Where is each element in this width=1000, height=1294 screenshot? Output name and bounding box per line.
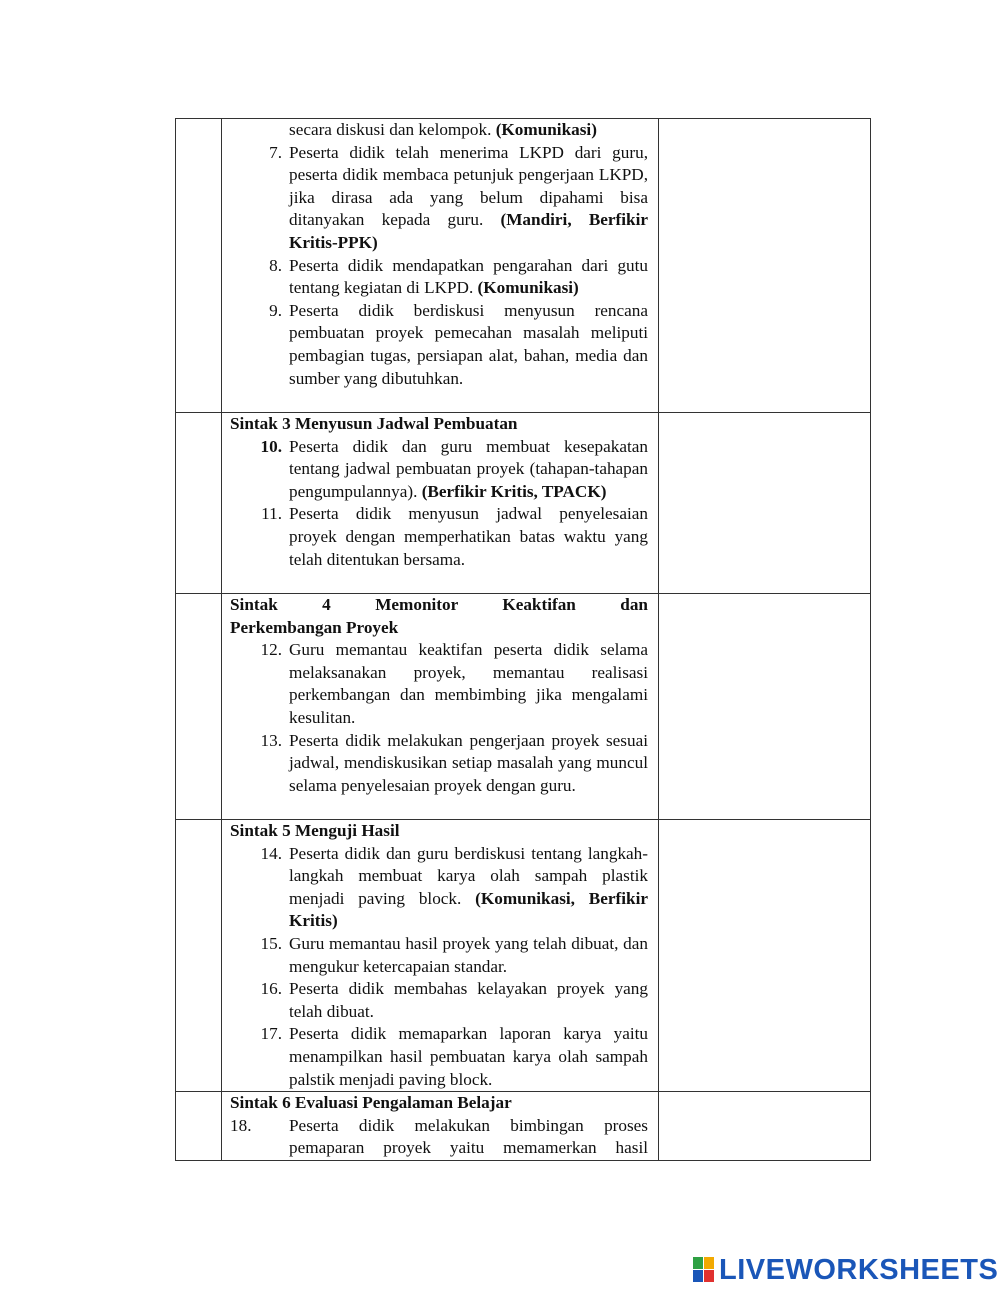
item-text: Peserta didik melakukan pengerjaan proyek sesuai jadwal, mendiskusikan setiap masalah yang muncul selama penyelesaian proyek dengan guru. bbox=[289, 730, 648, 795]
notes-cell bbox=[659, 413, 871, 594]
item-text: Peserta didik melakukan bimbingan proses pemaparan proyek yaitu memamerkan hasil bbox=[289, 1115, 648, 1158]
syntax-heading: Sintak 5 Menguji Hasil bbox=[230, 821, 400, 840]
list-item bbox=[230, 843, 648, 933]
item-text: Peserta didik mendapatkan pengarahan dari gutu tentang kegiatan di LKPD. bbox=[289, 255, 648, 298]
item-number: 13. bbox=[260, 730, 282, 750]
list-item bbox=[230, 1115, 648, 1160]
number-cell bbox=[176, 119, 222, 413]
item-number: 12. bbox=[260, 640, 282, 660]
item-text: Peserta didik dan guru membuat kesepakatan tentang jadwal pembuatan proyek (tahapan-tahapan pengumpulannya). bbox=[289, 436, 648, 501]
item-text: Peserta didik menyusun jadwal penyelesaian proyek dengan memperhatikan batas waktu yang telah ditentukan bersama. bbox=[289, 504, 648, 569]
activity-cell bbox=[222, 594, 659, 820]
list-item bbox=[230, 639, 648, 729]
item-number: 10. bbox=[260, 436, 282, 456]
table-row bbox=[176, 119, 871, 413]
item-number: 11. bbox=[261, 504, 282, 524]
activity-cell bbox=[222, 820, 659, 1092]
number-cell bbox=[176, 820, 222, 1092]
continued-text-tag: (Komunikasi) bbox=[495, 120, 597, 139]
item-text: Peserta didik dan guru berdiskusi tentang langkah-langkah membuat karya olah sampah plastik menjadi paving block. bbox=[289, 843, 648, 908]
syntax-heading-line2: Perkembangan Proyek bbox=[230, 617, 399, 637]
notes-cell bbox=[659, 820, 871, 1092]
number-cell bbox=[176, 413, 222, 594]
list-item bbox=[230, 978, 648, 1023]
liveworksheets-logo[interactable] bbox=[693, 1255, 998, 1285]
item-text: Guru memantau keaktifan peserta didik selama melaksanakan proyek, memantau realisasi perkembangan dan membimbing jika mengalami kesulitan. bbox=[289, 640, 648, 727]
table-row bbox=[176, 413, 871, 594]
list-item bbox=[230, 1023, 648, 1091]
activity-cell bbox=[222, 413, 659, 594]
liveworksheets-logo-icon bbox=[693, 1257, 715, 1283]
item-number: 14. bbox=[260, 843, 282, 863]
item-text: Peserta didik membahas kelayakan proyek yang telah dibuat. bbox=[289, 979, 648, 1021]
number-cell bbox=[176, 594, 222, 820]
item-text: Peserta didik berdiskusi menyusun rencana pembuatan proyek pemecahan masalah meliputi pembagian tugas, persiapan alat, bahan, media dan sumber yang dibutuhkan. bbox=[289, 300, 648, 388]
list-item bbox=[230, 730, 648, 798]
syntax-heading: Sintak 6 Evaluasi Pengalaman Belajar bbox=[230, 1093, 512, 1113]
activity-cell bbox=[222, 119, 659, 413]
item-number: 17. bbox=[260, 1024, 282, 1044]
logo-text: LIVEWORKSHEETS bbox=[719, 1254, 999, 1286]
item-tag: (Komunikasi, Berfikir Kritis) bbox=[289, 888, 648, 931]
item-number: 7. bbox=[269, 142, 282, 162]
lesson-steps-table bbox=[175, 118, 871, 1161]
continued-text: secara diskusi dan kelompok. bbox=[289, 120, 496, 139]
list-item bbox=[230, 142, 648, 255]
list-item bbox=[230, 300, 648, 390]
syntax-heading: Sintak 3 Menyusun Jadwal Pembuatan bbox=[230, 414, 518, 433]
item-tag: (Mandiri, Berfikir Kritis-PPK) bbox=[289, 210, 648, 252]
notes-cell bbox=[659, 1092, 871, 1161]
list-item bbox=[230, 503, 648, 571]
item-number: 8. bbox=[269, 255, 282, 275]
item-number: 9. bbox=[269, 300, 282, 320]
table-row bbox=[176, 1092, 871, 1161]
item-text: Peserta didik memaparkan laporan karya yaitu menampilkan hasil pembuatan karya olah sampah palstik menjadi paving block. bbox=[289, 1024, 648, 1089]
item-number: 16. bbox=[260, 979, 282, 999]
table-row bbox=[176, 594, 871, 820]
list-item bbox=[230, 436, 648, 504]
item-number: 18. bbox=[230, 1115, 252, 1135]
notes-cell bbox=[659, 594, 871, 820]
table-row bbox=[176, 820, 871, 1092]
item-number: 15. bbox=[260, 933, 282, 953]
item-tag: (Berfikir Kritis, TPACK) bbox=[421, 481, 607, 501]
item-tag: (Komunikasi) bbox=[477, 278, 579, 298]
item-text: Peserta didik telah menerima LKPD dari guru, peserta didik membaca petunjuk pengerjaan LKPD, jika dirasa ada yang belum dipahami bisa ditanyakan kepada guru. bbox=[289, 142, 648, 230]
number-cell bbox=[176, 1092, 222, 1161]
activity-cell bbox=[222, 1092, 659, 1161]
syntax-heading: Sintak 4 Memonitor Keaktifan dan bbox=[230, 595, 648, 614]
list-item bbox=[230, 255, 648, 300]
notes-cell bbox=[659, 119, 871, 413]
item-text: Guru memantau hasil proyek yang telah dibuat, dan mengukur ketercapaian standar. bbox=[289, 933, 648, 976]
list-item bbox=[230, 933, 648, 978]
